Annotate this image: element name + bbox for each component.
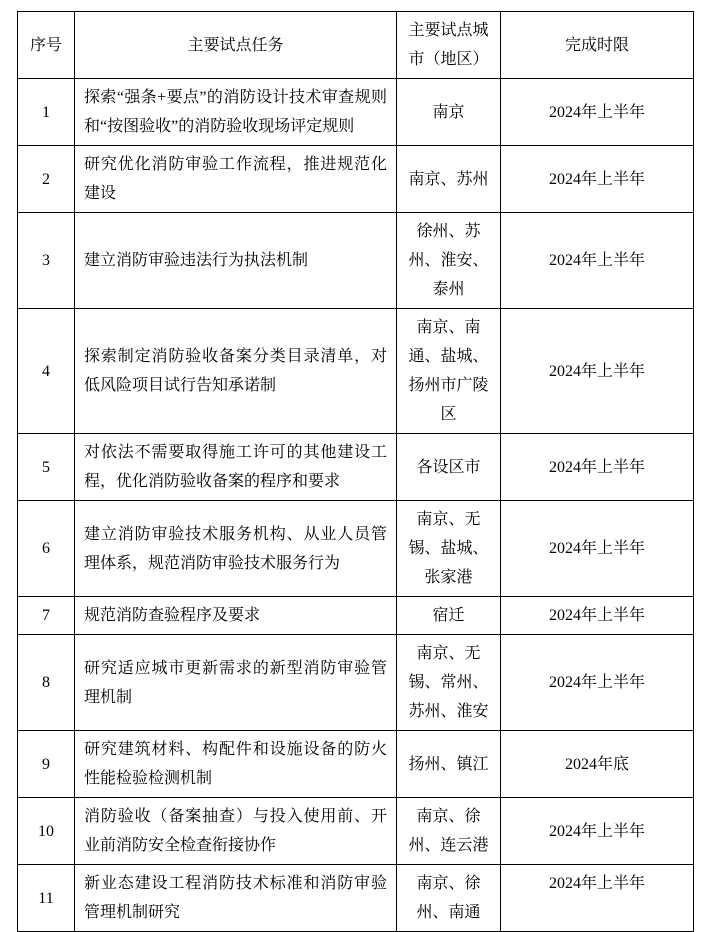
pilot-cities-cell: 南京、无锡、盐城、张家港 (397, 501, 501, 597)
table-row (18, 798, 694, 865)
serial-number-cell: 10 (18, 798, 75, 865)
pilot-cities-cell: 南京、徐州、连云港 (397, 798, 501, 865)
header-pilot-city-region: 主要试点城市（地区） (397, 12, 501, 79)
task-cell: 探索制定消防验收备案分类目录清单，对低风险项目试行告知承诺制 (75, 309, 397, 434)
serial-number-cell: 6 (18, 501, 75, 597)
task-cell: 新业态建设工程消防技术标准和消防审验管理机制研究 (75, 865, 397, 932)
serial-number-cell: 4 (18, 309, 75, 434)
deadline-cell: 2024年上半年 (501, 79, 694, 146)
table-row (18, 731, 694, 798)
pilot-cities-cell: 扬州、镇江 (397, 731, 501, 798)
table-body (18, 79, 694, 932)
table-row (18, 635, 694, 731)
pilot-tasks-table (17, 11, 694, 932)
deadline-cell: 2024年上半年 (501, 501, 694, 597)
serial-number-cell: 8 (18, 635, 75, 731)
table-row (18, 213, 694, 309)
header-serial-number: 序号 (18, 12, 75, 79)
deadline-cell: 2024年上半年 (501, 434, 694, 501)
deadline-cell: 2024年上半年 (501, 635, 694, 731)
deadline-cell: 2024年底 (501, 731, 694, 798)
table-row (18, 434, 694, 501)
deadline-cell: 2024年上半年 (501, 309, 694, 434)
header-main-pilot-task: 主要试点任务 (75, 12, 397, 79)
pilot-cities-cell: 南京 (397, 79, 501, 146)
serial-number-cell: 1 (18, 79, 75, 146)
task-cell: 消防验收（备案抽查）与投入使用前、开业前消防安全检查衔接协作 (75, 798, 397, 865)
task-cell: 规范消防查验程序及要求 (75, 597, 397, 635)
pilot-cities-cell: 宿迁 (397, 597, 501, 635)
pilot-cities-cell: 南京、徐州、南通 (397, 865, 501, 932)
task-cell: 研究建筑材料、构配件和设施设备的防火性能检验检测机制 (75, 731, 397, 798)
pilot-cities-cell: 各设区市 (397, 434, 501, 501)
table-row (18, 309, 694, 434)
table-row (18, 146, 694, 213)
task-cell: 建立消防审验违法行为执法机制 (75, 213, 397, 309)
table-row (18, 79, 694, 146)
table-row (18, 865, 694, 932)
pilot-cities-cell: 南京、苏州 (397, 146, 501, 213)
task-cell: 探索“强条+要点”的消防设计技术审查规则和“按图验收”的消防验收现场评定规则 (75, 79, 397, 146)
table-row (18, 597, 694, 635)
pilot-cities-cell: 徐州、苏州、淮安、泰州 (397, 213, 501, 309)
serial-number-cell: 7 (18, 597, 75, 635)
deadline-cell: 2024年上半年 (501, 865, 694, 932)
pilot-cities-cell: 南京、南通、盐城、扬州市广陵区 (397, 309, 501, 434)
table-row (18, 501, 694, 597)
header-row (18, 12, 694, 79)
serial-number-cell: 3 (18, 213, 75, 309)
serial-number-cell: 5 (18, 434, 75, 501)
serial-number-cell: 9 (18, 731, 75, 798)
task-cell: 建立消防审验技术服务机构、从业人员管理体系，规范消防审验技术服务行为 (75, 501, 397, 597)
header-completion-deadline: 完成时限 (501, 12, 694, 79)
deadline-cell: 2024年上半年 (501, 798, 694, 865)
serial-number-cell: 11 (18, 865, 75, 932)
deadline-cell: 2024年上半年 (501, 213, 694, 309)
task-cell: 研究适应城市更新需求的新型消防审验管理机制 (75, 635, 397, 731)
deadline-cell: 2024年上半年 (501, 146, 694, 213)
deadline-cell: 2024年上半年 (501, 597, 694, 635)
task-cell: 对依法不需要取得施工许可的其他建设工程，优化消防验收备案的程序和要求 (75, 434, 397, 501)
serial-number-cell: 2 (18, 146, 75, 213)
pilot-cities-cell: 南京、无锡、常州、苏州、淮安 (397, 635, 501, 731)
task-cell: 研究优化消防审验工作流程，推进规范化建设 (75, 146, 397, 213)
